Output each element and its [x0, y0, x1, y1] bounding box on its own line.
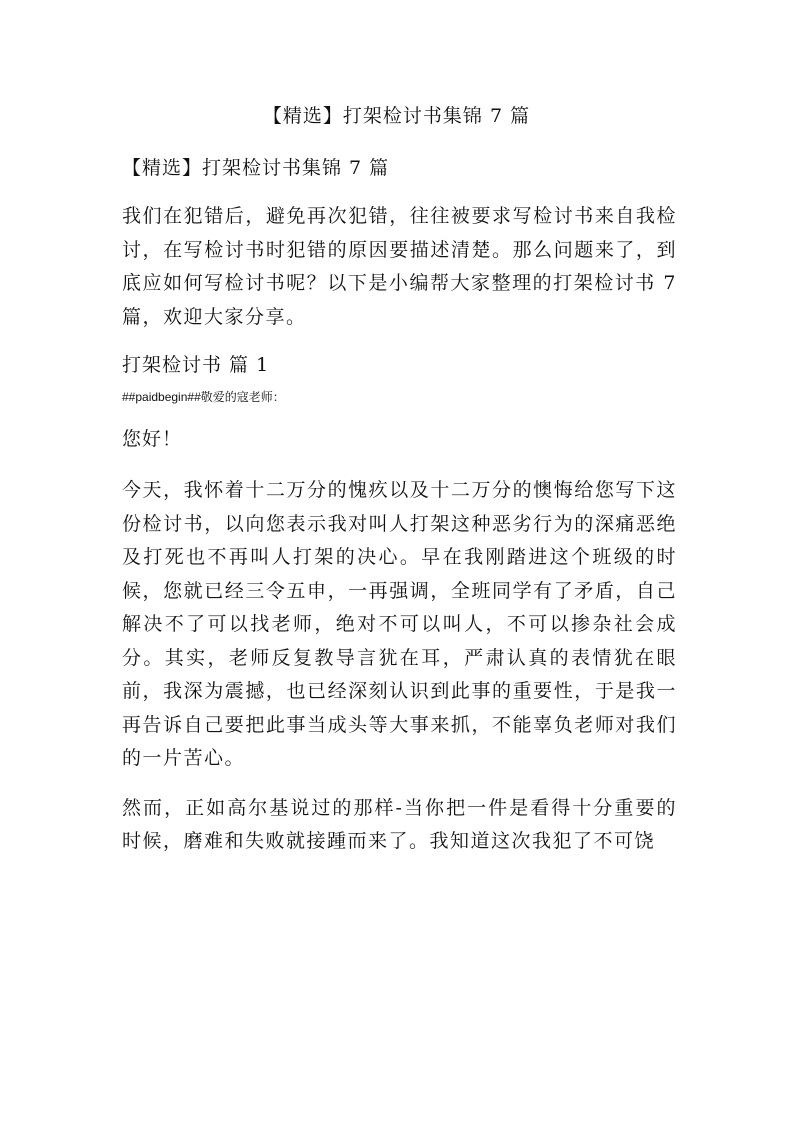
body-paragraph-1: 今天，我怀着十二万分的愧疚以及十二万分的懊悔给您写下这份检讨书，以向您表示我对叫人打架这种恶劣行为的深痛恶绝及打死也不再叫人打架的决心。早在我刚踏进这个班级的时候，您就已经三令五申，一再强调，全班同学有了矛盾，自己解决不了可以找老师，绝对不可以叫人，不可以掺杂社会成分。其实，老师反复教导言犹在耳，严肃认真的表情犹在眼前，我深为震撼，也已经深刻认识到此事的重要性，于是我一再告诉自己要把此事当成头等大事来抓，不能辜负老师对我们的一片苦心。 [122, 479, 677, 769]
salutation-line: ##paidbegin##敬爱的寇老师： [122, 390, 285, 404]
intro-paragraph: 我们在犯错后，避免再次犯错，往往被要求写检讨书来自我检讨，在写检讨书时犯错的原因要描述清楚。那么问题来了，到底应如何写检讨书呢？以下是小编帮大家整理的打架检讨书 7 篇，欢迎大家分享。 [122, 205, 677, 328]
greeting: 您好！ [122, 428, 183, 450]
document-subtitle: 【精选】打架检讨书集锦 7 篇 [122, 157, 390, 179]
section-heading: 打架检讨书 篇 1 [122, 354, 270, 376]
body-paragraph-2: 然而，正如高尔基说过的那样-当你把一件是看得十分重要的时候，磨难和失败就接踵而来了。我知道这次我犯了不可饶 [122, 796, 677, 852]
document-body [122, 150, 677, 875]
document-title: 【精选】打架检讨书集锦 7 篇 [262, 105, 531, 127]
